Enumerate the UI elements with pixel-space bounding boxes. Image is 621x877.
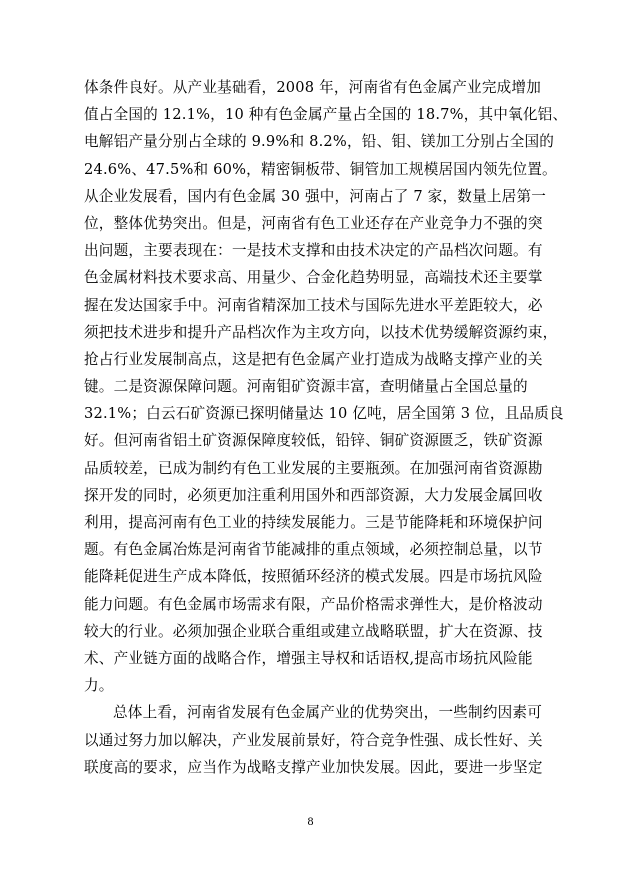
text-line: 32.1%；白云石矿资源已探明储量达 10 亿吨，居全国第 3 位，且品质良 — [84, 405, 564, 423]
text-line: 键。二是资源保障问题。河南钼矿资源丰富，查明储量占全国总量的 — [84, 378, 528, 396]
text-line: 能力问题。有色金属市场需求有限，产品价格需求弹性大，是价格波动 — [84, 595, 543, 613]
text-line: 题。有色金属冶炼是河南省节能减排的重点领域，必须控制总量，以节 — [84, 541, 543, 559]
body-text — [84, 74, 568, 781]
text-line: 位，整体优势突出。但是，河南省有色工业还存在产业竞争力不强的突 — [84, 214, 543, 232]
text-line: 好。但河南省铝土矿资源保障度较低，铅锌、铜矿资源匮乏，铁矿资源 — [84, 432, 543, 450]
paragraph-2 — [84, 699, 544, 781]
text-line: 术、产业链方面的战略合作，增强主导权和话语权,提高市场抗风险能 — [84, 649, 533, 667]
text-line: 须把技术进步和提升产品档次作为主攻方向，以技术优势缓解资源约束， — [84, 323, 558, 341]
text-line: 体条件良好。从产业基础看，2008 年，河南省有色金属产业完成增加 — [84, 79, 542, 96]
text-line: 电解铝产量分别占全球的 9.9%和 8.2%，铅、钼、镁加工分别占全国的 — [84, 133, 555, 151]
text-line: 联度高的要求，应当作为战略支撑产业加快发展。因此，要进一步坚定 — [84, 758, 543, 776]
text-line: 出问题，主要表现在：一是技术支撑和由技术决定的产品档次问题。有 — [84, 242, 543, 260]
text-line: 24.6%、47.5%和 60%，精密铜板带、铜管加工规模居国内领先位置。 — [84, 160, 557, 178]
text-line: 抢占行业发展制高点，这是把有色金属产业打造成为战略支撑产业的关 — [84, 350, 543, 368]
text-line: 能降耗促进生产成本降低，按照循环经济的模式发展。四是市场抗风险 — [84, 568, 543, 586]
text-line: 探开发的同时，必须更加注重利用国外和西部资源，大力发展金属回收 — [84, 486, 543, 504]
page-number: 8 — [307, 814, 314, 828]
text-line: 品质较差，已成为制约有色工业发展的主要瓶颈。在加强河南省资源勘 — [84, 459, 543, 477]
text-line: 色金属材料技术要求高、用量少、合金化趋势明显，高端技术还主要掌 — [84, 269, 543, 287]
text-line: 较大的行业。必须加强企业联合重组或建立战略联盟，扩大在资源、技 — [84, 622, 543, 640]
text-line: 利用，提高河南有色工业的持续发展能力。三是节能降耗和环境保护问 — [84, 514, 543, 531]
paragraph-1 — [84, 74, 568, 699]
text-line: 力。 — [84, 677, 114, 695]
text-line: 从企业发展看，国内有色金属 30 强中，河南占了 7 家，数量上居第一 — [84, 187, 547, 205]
text-line: 总体上看，河南省发展有色金属产业的优势突出，一些制约因素可 — [113, 704, 543, 722]
text-line: 值占全国的 12.1%，10 种有色金属产量占全国的 18.7%，其中氧化铝、 — [84, 106, 568, 124]
text-line: 以通过努力加以解决，产业发展前景好，符合竞争性强、成长性好、关 — [84, 731, 543, 749]
text-line: 握在发达国家手中。河南省精深加工技术与国际先进水平差距较大，必 — [84, 296, 543, 314]
